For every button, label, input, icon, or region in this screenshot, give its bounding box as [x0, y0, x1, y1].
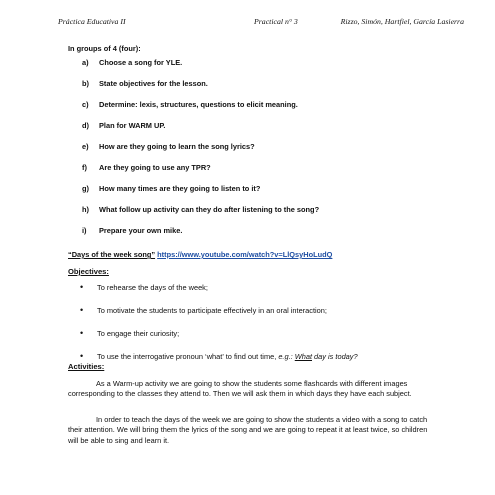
objectives-list [80, 282, 358, 374]
task-letter: b) [82, 79, 89, 88]
task-item [82, 58, 319, 79]
activity-paragraph: In order to teach the days of the week we are going to show the students a video with a song to catch their attention. We will bring them the lyrics of the song and we are going to repeat it at least twice, so children will be able to sing and learn it. [68, 415, 428, 445]
activities-heading: Activities: [68, 362, 105, 371]
task-item [82, 100, 319, 121]
header-practical: Practical n° 3 [254, 17, 298, 26]
task-item [82, 184, 319, 205]
objective-item [80, 351, 358, 374]
song-link[interactable]: https://www.youtube.com/watch?v=LlQsyHoLudQ [157, 250, 333, 259]
page-header [58, 17, 464, 31]
task-letter: a) [82, 58, 89, 67]
task-letter: d) [82, 121, 89, 130]
task-list [82, 58, 319, 247]
task-item [82, 226, 319, 247]
task-text: Plan for WARM UP. [99, 121, 166, 130]
task-text: Determine: lexis, structures, questions to elicit meaning. [99, 100, 298, 109]
bullet-icon: • [80, 305, 84, 315]
header-course: Práctica Educativa II [58, 17, 126, 26]
task-letter: e) [82, 142, 89, 151]
task-letter: c) [82, 100, 89, 109]
bullet-icon: • [80, 351, 84, 361]
task-text: Prepare your own mike. [99, 226, 183, 235]
objective-text: To use the interrogative pronoun ‘what’ to find out time, [97, 352, 279, 361]
task-text: How many times are they going to listen to it? [99, 184, 261, 193]
objective-item [80, 282, 358, 305]
bullet-icon: • [80, 328, 84, 338]
objective-item [80, 305, 358, 328]
task-item [82, 79, 319, 100]
group-instruction: In groups of 4 (four): [68, 44, 141, 53]
task-text: Are they going to use any TPR? [99, 163, 211, 172]
task-item [82, 163, 319, 184]
example-what: What [294, 352, 312, 361]
song-title: “Days of the week song” [68, 250, 156, 259]
task-letter: f) [82, 163, 87, 172]
task-item [82, 121, 319, 142]
objective-text: To rehearse the days of the week; [97, 283, 208, 292]
task-text: Choose a song for YLE. [99, 58, 183, 67]
task-letter: g) [82, 184, 89, 193]
task-item [82, 142, 319, 163]
task-item [82, 205, 319, 226]
header-authors: Rizzo, Simón, Hartfiel, García Lasierra [340, 17, 464, 26]
task-text: What follow up activity can they do after listening to the song? [99, 205, 320, 214]
task-text: State objectives for the lesson. [99, 79, 208, 88]
bullet-icon: • [80, 282, 84, 292]
task-letter: i) [82, 226, 87, 235]
activity-paragraph: As a Warm-up activity we are going to show the students some flashcards with different images corresponding to the classes they attend to. Then we will ask them in which days they have each subject. [68, 379, 412, 399]
example-question: day is today? [312, 352, 358, 361]
task-letter: h) [82, 205, 89, 214]
objective-item [80, 328, 358, 351]
task-text: How are they going to learn the song lyrics? [99, 142, 255, 151]
example-label: e.g.: [278, 352, 295, 361]
objective-text: To motivate the students to participate effectively in an oral interaction; [97, 306, 327, 315]
objective-text: To engage their curiosity; [97, 329, 180, 338]
objectives-heading: Objectives: [68, 267, 109, 276]
song-line [68, 250, 332, 259]
